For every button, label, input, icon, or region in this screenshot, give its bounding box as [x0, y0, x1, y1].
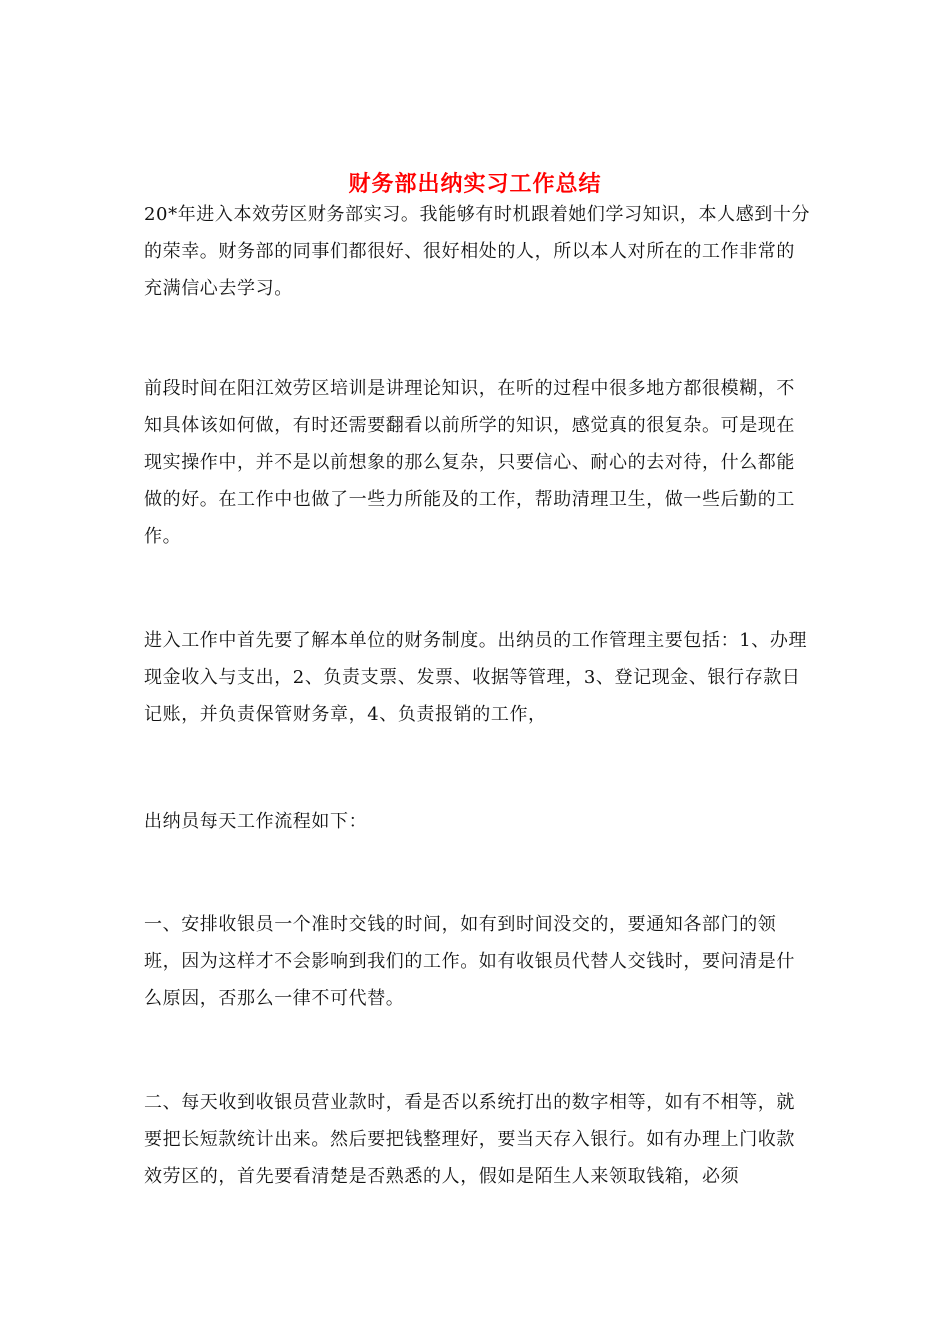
paragraph-step-two: 二、每天收到收银员营业款时，看是否以系统打出的数字相等，如有不相等，就要把长短款统计出来。然后要把钱整理好，要当天存入银行。如有办理上门收款效劳区的，首先要看清楚是否熟悉的人，假如是陌生人来领取钱箱，必须: [144, 1092, 795, 1187]
paragraph-workflow-heading: 出纳员每天工作流程如下：: [144, 811, 368, 832]
paragraph-training: 前段时间在阳江效劳区培训是讲理论知识，在听的过程中很多地方都很模糊，不知具体该如何做，有时还需要翻看以前所学的知识，感觉真的很复杂。可是现在现实操作中，并不是以前想象的那么复杂，只要信心、耐心的去对待，什么都能做的好。在工作中也做了一些力所能及的工作，帮助清理卫生，做一些后勤的工作。: [144, 378, 795, 547]
paragraph-step-one: 一、安排收银员一个准时交钱的时间，如有到时间没交的，要通知各部门的领班，因为这样才不会影响到我们的工作。如有收银员代替人交钱时，要问清是什么原因，否那么一律不可代替。: [144, 914, 795, 1009]
paragraph-intro: 20*年进入本效劳区财务部实习。我能够有时机跟着她们学习知识，本人感到十分的荣幸。财务部的同事们都很好、很好相处的人，所以本人对所在的工作非常的充满信心去学习。: [144, 204, 811, 299]
document-title: 财务部出纳实习工作总结: [348, 170, 602, 197]
paragraph-duties: 进入工作中首先要了解本单位的财务制度。出纳员的工作管理主要包括：1、办理现金收入与支出，2、负责支票、发票、收据等管理，3、登记现金、银行存款日记账，并负责保管财务章，4、负责报销的工作，: [144, 630, 808, 725]
